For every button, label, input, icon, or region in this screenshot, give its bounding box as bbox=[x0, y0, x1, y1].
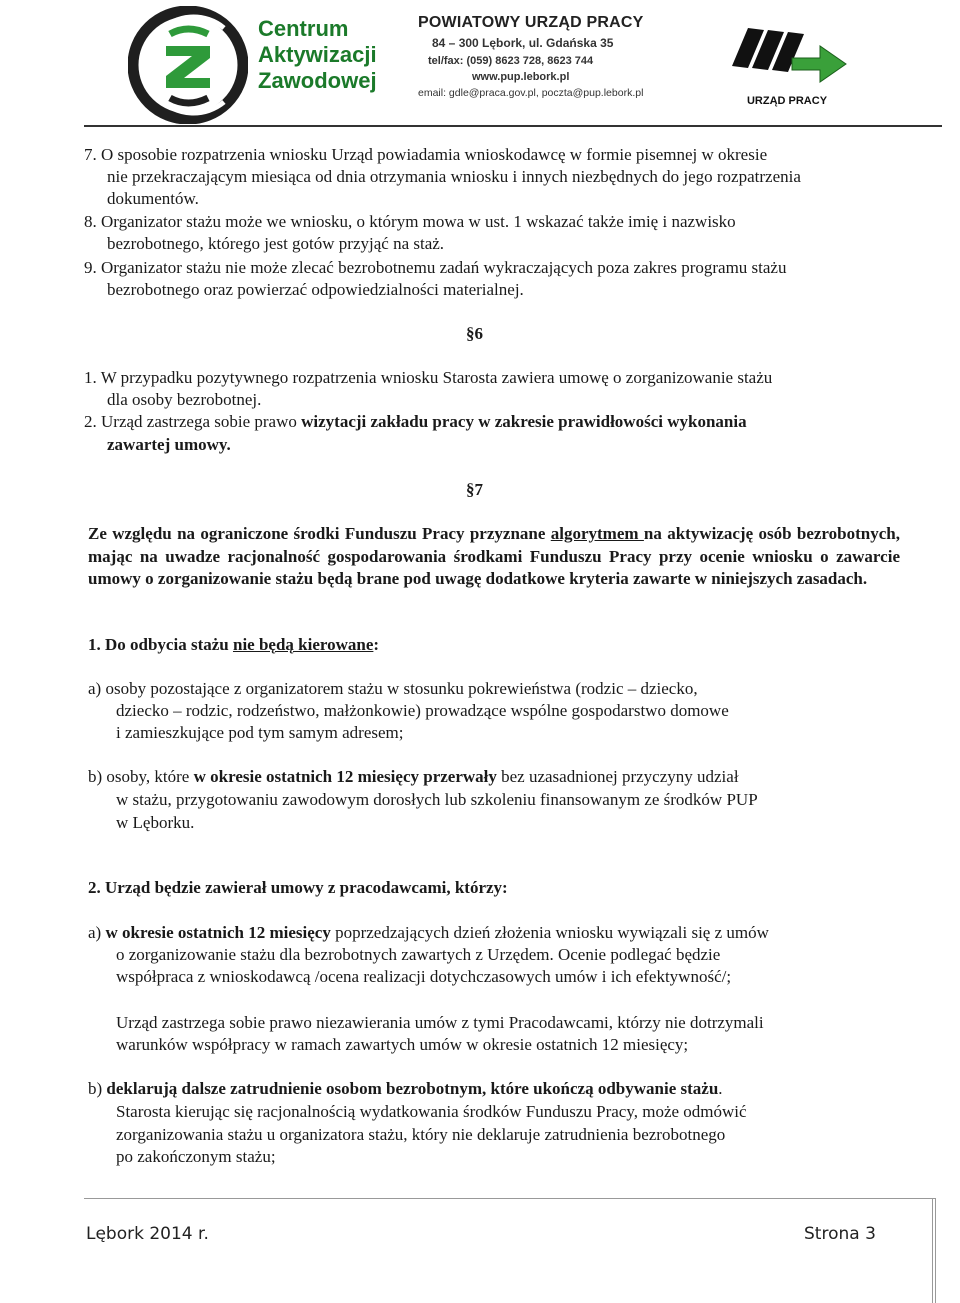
footer-right-text: Strona 3 bbox=[804, 1224, 876, 1244]
header-divider bbox=[84, 125, 942, 127]
urzad-pracy-logo bbox=[712, 8, 862, 108]
p8-l2: bezrobotnego, którego jest gotów przyjąć na staż. bbox=[107, 234, 445, 253]
s7-1-a: 1. Do odbycia stażu bbox=[88, 635, 233, 654]
s7-paragraph bbox=[88, 523, 900, 591]
caz-logo-text bbox=[258, 16, 377, 94]
pup-title: POWIATOWY URZĄD PRACY bbox=[418, 14, 644, 31]
pup-email: email: gdle@praca.gov.pl, poczta@pup.lebork.pl bbox=[418, 87, 644, 99]
s7-intro-l3: dokumentów. bbox=[107, 189, 199, 208]
s6-1-l1: 1. W przypadku pozytywnego rozpatrzenia wniosku Starosta zawiera umowę o zorganizowanie stażu bbox=[84, 368, 773, 387]
s6-2-l1 bbox=[84, 411, 747, 433]
pup-address: 84 – 300 Lębork, ul. Gdańska 35 bbox=[432, 36, 614, 50]
s7-2b-l1c: . bbox=[718, 1079, 723, 1098]
caz-line1: Centrum bbox=[258, 16, 349, 41]
s7-1-colon: : bbox=[373, 635, 380, 654]
s7-2b-l1b: deklarują dalsze zatrudnienie osobom bezrobotnym, które ukończą odbywanie stażu bbox=[106, 1079, 719, 1098]
footer-right-border bbox=[932, 1198, 936, 1303]
caz-line2: Aktywizacji bbox=[258, 42, 377, 67]
pup-address-block bbox=[418, 14, 644, 99]
s7-2-heading: 2. Urząd będzie zawierał umowy z pracodawcami, którzy: bbox=[88, 878, 508, 897]
caz-logo-icon bbox=[128, 6, 248, 124]
caz-line3: Zawodowej bbox=[258, 68, 377, 93]
s7-2a-l1a: a) bbox=[88, 923, 106, 942]
section-7-heading: §7 bbox=[466, 480, 483, 499]
s7-1a-l1: a) osoby pozostające z organizatorem stażu w stosunku pokrewieństwa (rodzic – dziecko, bbox=[88, 679, 698, 698]
s7-2a-l1b: w okresie ostatnich 12 miesięcy bbox=[105, 923, 331, 942]
footer-left-text: Lębork 2014 r. bbox=[86, 1224, 209, 1244]
s7-para-c: na aktywizację osób bezrobotnych, mając na uwadze racjonalność gospodarowania środkami Funduszu Pracy przy ocenie wniosku o zawarcie umowy o zorganizowanie stażu będą brane pod uwagę dodatkowe kryteria zawarte w niniejszych zasadach. bbox=[88, 524, 900, 588]
s7-1b-l1c: bez uzasadnionej przyczyny udział bbox=[496, 767, 739, 786]
s7-1b-l2: w stażu, przygotowaniu zawodowym dorosłych lub szkoleniu finansowanym ze środków PUP bbox=[116, 790, 758, 809]
s7-2a-l4: Urząd zastrzega sobie prawo niezawierania umów z tymi Pracodawcami, którzy nie dotrzymali bbox=[116, 1013, 764, 1032]
s7-1b-l1b: w okresie ostatnich 12 miesięcy przerwały bbox=[193, 767, 497, 786]
s7-2b-l4: po zakończonym stażu; bbox=[116, 1147, 276, 1166]
s7-2b-l1 bbox=[88, 1078, 723, 1100]
urzad-pracy-logo-icon bbox=[712, 8, 862, 88]
s7-para-b: algorytmem bbox=[550, 524, 644, 543]
s6-2-l1a: 2. Urząd zastrzega sobie prawo bbox=[84, 412, 302, 431]
s7-2b-l1a: b) bbox=[88, 1079, 107, 1098]
s7-2a-l5: warunków współpracy w ramach zawartych umów w okresie ostatnich 12 miesięcy; bbox=[116, 1035, 689, 1054]
s7-2a-l3: współpraca z wnioskodawcą /ocena realizacji dotychczasowych umów i ich efektywność/; bbox=[116, 967, 732, 986]
s7-2b-l3: zorganizowania stażu u organizatora stażu, który nie deklaruje zatrudnienia bezrobotnego bbox=[116, 1125, 726, 1144]
s7-1a-l3: i zamieszkujące pod tym samym adresem; bbox=[116, 723, 404, 742]
s7-2a-l1 bbox=[88, 922, 769, 944]
s7-1b-l3: w Lęborku. bbox=[116, 813, 195, 832]
p9-l2: bezrobotnego oraz powierzać odpowiedzialności materialnej. bbox=[107, 280, 524, 299]
s7-1b-l1 bbox=[88, 766, 739, 788]
pup-phone: tel/fax: (059) 8623 728, 8623 744 bbox=[428, 55, 594, 67]
s6-1-l2: dla osoby bezrobotnej. bbox=[107, 390, 262, 409]
s7-intro-l1: 7. O sposobie rozpatrzenia wniosku Urząd powiadamia wnioskodawcę w formie pisemnej w okresie bbox=[84, 145, 768, 164]
s7-1a-l2: dziecko – rodzic, rodzeństwo, małżonkowie) prowadzące wspólne gospodarstwo domowe bbox=[116, 701, 729, 720]
s7-1-heading bbox=[88, 634, 379, 656]
s7-2b-l2: Starosta kierując się racjonalnością wydatkowania środków Funduszu Pracy, może odmówić bbox=[116, 1102, 747, 1121]
section-6-heading: §6 bbox=[466, 324, 483, 343]
p9-l1: 9. Organizator stażu nie może zlecać bezrobotnemu zadań wykraczających poza zakres programu stażu bbox=[84, 258, 787, 277]
s7-2a-l2: o zorganizowanie stażu dla bezrobotnych zawartych z Urzędem. Ocenie podlegać będzie bbox=[116, 945, 721, 964]
s6-2-l2: zawartej umowy. bbox=[107, 435, 231, 454]
s7-1-b: nie będą kierowane bbox=[232, 635, 374, 654]
p8-l1: 8. Organizator stażu może we wniosku, o którym mowa w ust. 1 wskazać także imię i nazwisko bbox=[84, 212, 736, 231]
s7-1b-l1a: b) osoby, które bbox=[88, 767, 194, 786]
s7-intro-l2: nie przekraczającym miesiąca od dnia otrzymania wniosku i innych niezbędnych do jego rozpatrzenia bbox=[107, 167, 801, 186]
header bbox=[0, 0, 960, 130]
s7-2a-l1c: poprzedzających dzień złożenia wniosku wywiązali się z umów bbox=[330, 923, 769, 942]
s7-para-a: Ze względu na ograniczone środki Funduszu Pracy przyznane bbox=[88, 524, 551, 543]
s6-2-l1b: wizytacji zakładu pracy w zakresie prawidłowości wykonania bbox=[301, 412, 747, 431]
footer bbox=[0, 1190, 960, 1303]
urzad-pracy-label: URZĄD PRACY bbox=[746, 95, 828, 107]
pup-www: www.pup.lebork.pl bbox=[472, 71, 570, 83]
footer-top-rule bbox=[84, 1198, 936, 1199]
